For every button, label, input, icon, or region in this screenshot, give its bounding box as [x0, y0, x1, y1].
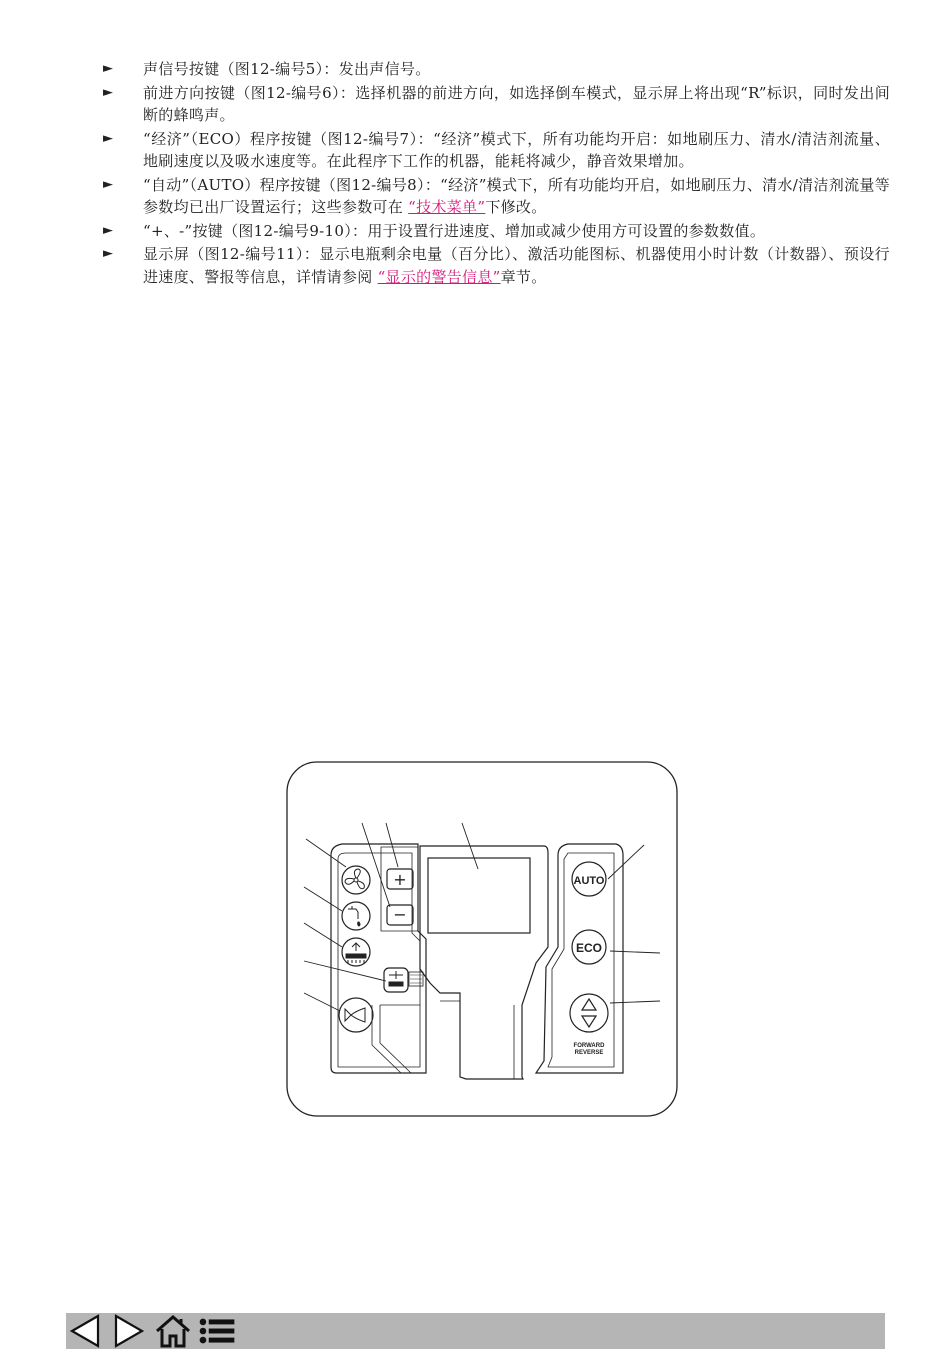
brush-icon: [346, 943, 366, 963]
down-triangle-icon: [582, 1016, 596, 1027]
technical-menu-link[interactable]: “技术菜单”: [408, 198, 486, 216]
bullet-arrow-icon: ►: [103, 246, 114, 261]
list-item: [100, 82, 890, 127]
instruction-list: [100, 58, 890, 289]
leader-lines: [304, 823, 660, 1011]
reverse-label: REVERSE: [574, 1050, 604, 1056]
fan-icon: [345, 869, 364, 889]
prev-page-button[interactable]: [66, 1313, 104, 1349]
control-panel-figure: [286, 761, 678, 1117]
plus-label: +: [393, 870, 407, 889]
panel-inner-outline: [338, 853, 420, 1067]
water-button[interactable]: [342, 902, 370, 930]
display-frame: [420, 846, 548, 1079]
bullet-text: [143, 243, 890, 288]
next-icon: [113, 1314, 145, 1348]
center-notch: [440, 1001, 460, 1077]
display-screen: [428, 858, 530, 933]
bullet-text: 前进方向按键（图12-编号6）：选择机器的前进方向，如选择倒车模式，显示屏上将出现“R”标识，同时发出间断的蜂鸣声。: [143, 83, 890, 124]
eco-label: ECO: [575, 941, 603, 955]
list-item: [100, 58, 890, 81]
footer-nav: [66, 1313, 242, 1349]
list-item: [100, 243, 890, 288]
prev-icon: [69, 1314, 101, 1348]
bullet-text-after: 下修改。: [485, 198, 547, 216]
bullet-arrow-icon: ►: [103, 176, 114, 192]
menu-button[interactable]: [198, 1313, 236, 1349]
auto-label: AUTO: [573, 875, 605, 887]
home-button[interactable]: [154, 1313, 192, 1349]
water-tap-icon: [348, 906, 360, 926]
horn-icon: [345, 1008, 365, 1022]
left-notch-inner: [372, 1005, 401, 1073]
bullet-text-after: 章节。: [500, 267, 547, 286]
home-icon: [154, 1314, 192, 1348]
up-triangle-icon: [582, 999, 596, 1010]
list-item: [100, 128, 890, 173]
forward-label: FORWARD: [573, 1043, 605, 1049]
bullet-arrow-icon: ►: [103, 130, 114, 146]
figure-frame: [287, 762, 677, 1116]
bullet-arrow-icon: ►: [103, 61, 114, 76]
bullet-arrow-icon: ►: [103, 84, 114, 100]
bullet-text: 声信号按键（图12-编号5）：发出声信号。: [143, 60, 431, 78]
minus-label: −: [393, 905, 407, 924]
bullet-text: [143, 174, 890, 219]
horn-button[interactable]: [339, 998, 373, 1032]
list-item: [100, 220, 890, 243]
left-notch: [380, 1005, 411, 1073]
brush-pressure-icon: [389, 971, 403, 986]
bullet-text-before: “自动”（AUTO）程序按键（图12-编号8）：“经济”模式下，所有功能均开启，如地刷压力、清水/清洁剂流量等参数均已出厂设置运行；这些参数可在: [143, 175, 890, 216]
bullet-arrow-icon: ►: [103, 222, 114, 238]
next-page-button[interactable]: [110, 1313, 148, 1349]
bullet-text: “经济”（ECO）程序按键（图12-编号7）：“经济”模式下，所有功能均开启：如地刷压力、清水/清洁剂流量、地刷速度以及吸水速度等。在此程序下工作的机器，能耗将减少，静音效果增加。: [143, 129, 890, 170]
bullet-text: “+、-”按键（图12-编号9-10）：用于设置行进速度、增加或减少使用方可设置的参数数值。: [143, 221, 766, 240]
menu-icon: [198, 1314, 236, 1348]
bullet-text-before: 显示屏（图12-编号11）：显示电瓶剩余电量（百分比）、激活功能图标、机器使用小时计数（计数器）、预设行进速度、警报等信息，详情请参阅: [143, 245, 890, 286]
warning-messages-link[interactable]: “显示的警告信息”: [377, 267, 501, 286]
list-item: [100, 174, 890, 219]
